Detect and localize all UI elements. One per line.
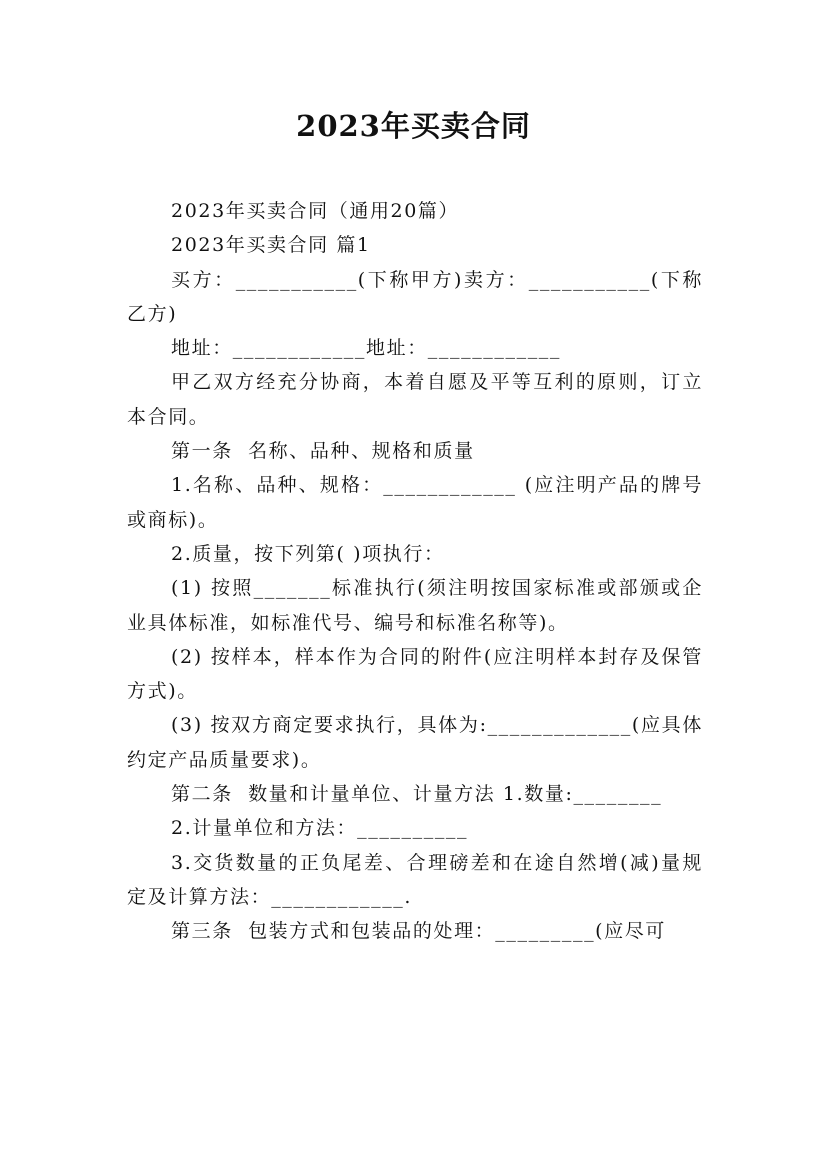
paragraph-section-heading: 2023年买卖合同 篇1	[171, 234, 371, 257]
paragraph-clause-2-3: 3.交货数量的正负尾差、合理磅差和在途自然增(减)量规定及计算方法：____________.	[127, 851, 703, 908]
paragraph-article-2: 第二条 数量和计量单位、计量方法 1.数量:________	[171, 783, 663, 806]
paragraph-clause-2-2: 2.计量单位和方法：__________	[171, 817, 469, 840]
paragraph-item-1: (1) 按照_______标准执行(须注明按国家标准或部颁或企业具体标准，如标准代号、编号和标准名称等)。	[127, 577, 703, 634]
document-title: 2023年买卖合同	[296, 109, 531, 143]
paragraph-article-1: 第一条 名称、品种、规格和质量	[171, 440, 475, 463]
paragraph-address: 地址：____________地址：____________	[171, 337, 562, 360]
paragraph-article-3: 第三条 包装方式和包装品的处理：_________(应尽可	[171, 920, 666, 943]
document-body	[127, 194, 703, 949]
paragraph-subtitle: 2023年买卖合同（通用20篇）	[171, 200, 460, 222]
paragraph-preamble: 甲乙双方经充分协商，本着自愿及平等互利的原则，订立本合同。	[127, 371, 703, 428]
paragraph-item-3: (3) 按双方商定要求执行，具体为:_____________(应具体约定产品质量要求)。	[127, 714, 703, 771]
paragraph-item-2: (2) 按样本，样本作为合同的附件(应注明样本封存及保管方式)。	[127, 645, 703, 703]
paragraph-clause-1-1: 1.名称、品种、规格：____________ (应注明产品的牌号或商标)。	[127, 474, 703, 531]
paragraph-clause-1-2: 2.质量，按下列第( )项执行：	[171, 542, 445, 565]
paragraph-parties: 买方：___________(下称甲方)卖方：___________(下称乙方)	[127, 268, 703, 325]
